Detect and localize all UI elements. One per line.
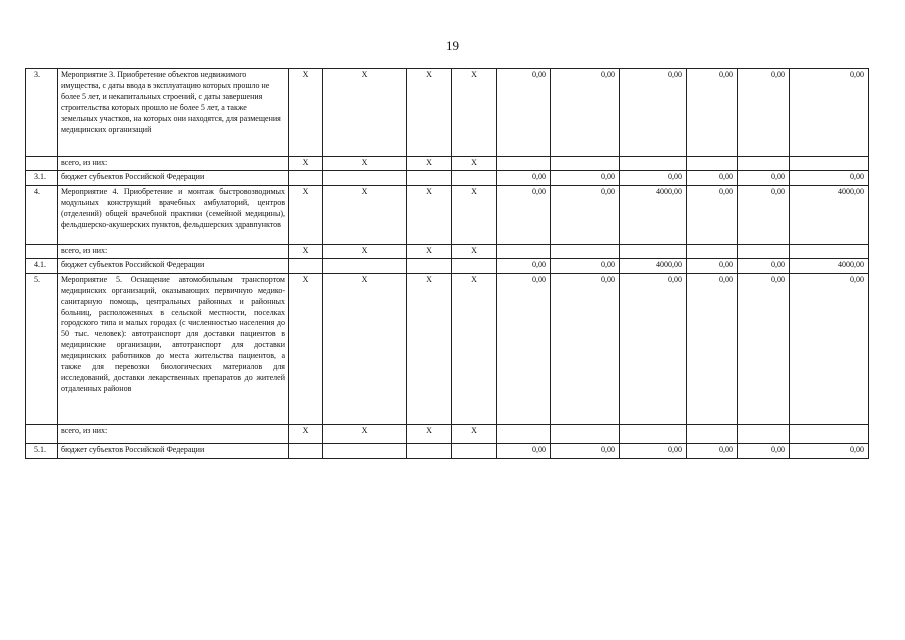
table-row xyxy=(26,424,869,443)
mark-cell: X xyxy=(289,424,323,443)
value-cell xyxy=(620,424,687,443)
value-cell: 0,00 xyxy=(497,185,551,244)
value-cell: 0,00 xyxy=(497,443,551,458)
mark-cell: X xyxy=(452,185,497,244)
mark-cell: X xyxy=(407,244,452,258)
row-description: всего, из них: xyxy=(58,157,289,171)
table-row xyxy=(26,258,869,273)
value-cell: 0,00 xyxy=(738,258,790,273)
mark-cell: X xyxy=(323,185,407,244)
value-cell: 0,00 xyxy=(687,170,738,185)
mark-cell: X xyxy=(407,69,452,157)
value-cell: 0,00 xyxy=(738,443,790,458)
row-description: бюджет субъектов Российской Федерации xyxy=(58,443,289,458)
value-cell xyxy=(551,244,620,258)
value-cell xyxy=(497,424,551,443)
value-cell xyxy=(497,157,551,171)
row-description: Мероприятие 5. Оснащение автомобильным транспортом медицинских организаций, оказывающих первичную медико-санитарную помощь, центральных районных и районных больниц, расположенных в сельской местности, поселках городского типа и малых городах (с численностью населения до 50 тыс. человек): автотранспорт для доставки пациентов в медицинские организации, автотранспорт для доставки медицинских работников до места жительства пациентов, а также для перевозки биологических материалов для исследований, доставки лекарственных препаратов до жителей отдаленных районов xyxy=(58,273,289,424)
mark-cell: X xyxy=(289,273,323,424)
row-number xyxy=(26,157,58,171)
mark-cell xyxy=(289,443,323,458)
value-cell: 0,00 xyxy=(620,69,687,157)
value-cell: 0,00 xyxy=(620,273,687,424)
value-cell: 4000,00 xyxy=(620,185,687,244)
mark-cell: X xyxy=(452,69,497,157)
mark-cell xyxy=(452,443,497,458)
value-cell xyxy=(790,157,869,171)
value-cell: 0,00 xyxy=(551,69,620,157)
mark-cell: X xyxy=(407,157,452,171)
row-number: 4.1. xyxy=(26,258,58,273)
value-cell: 0,00 xyxy=(687,185,738,244)
row-number: 5. xyxy=(26,273,58,424)
row-number: 4. xyxy=(26,185,58,244)
value-cell: 0,00 xyxy=(687,69,738,157)
value-cell xyxy=(551,157,620,171)
mark-cell: X xyxy=(323,69,407,157)
row-number: 5.1. xyxy=(26,443,58,458)
value-cell: 4000,00 xyxy=(620,258,687,273)
mark-cell: X xyxy=(452,273,497,424)
mark-cell: X xyxy=(289,185,323,244)
mark-cell: X xyxy=(452,157,497,171)
table-body xyxy=(26,69,869,459)
table-row xyxy=(26,443,869,458)
value-cell xyxy=(497,244,551,258)
value-cell xyxy=(790,424,869,443)
value-cell xyxy=(620,157,687,171)
mark-cell: X xyxy=(452,424,497,443)
value-cell: 4000,00 xyxy=(790,258,869,273)
value-cell: 0,00 xyxy=(551,170,620,185)
row-description: всего, из них: xyxy=(58,244,289,258)
mark-cell: X xyxy=(407,424,452,443)
row-description: бюджет субъектов Российской Федерации xyxy=(58,258,289,273)
mark-cell: X xyxy=(323,244,407,258)
mark-cell xyxy=(407,443,452,458)
mark-cell xyxy=(407,258,452,273)
row-number xyxy=(26,424,58,443)
value-cell xyxy=(790,244,869,258)
value-cell: 0,00 xyxy=(497,170,551,185)
mark-cell: X xyxy=(289,69,323,157)
value-cell: 0,00 xyxy=(551,258,620,273)
value-cell xyxy=(738,244,790,258)
value-cell xyxy=(687,424,738,443)
table-row xyxy=(26,170,869,185)
value-cell: 0,00 xyxy=(551,443,620,458)
mark-cell: X xyxy=(323,157,407,171)
value-cell: 0,00 xyxy=(687,258,738,273)
value-cell: 0,00 xyxy=(738,273,790,424)
mark-cell xyxy=(323,443,407,458)
row-description: Мероприятие 4. Приобретение и монтаж быстровозводимых модульных конструкций врачебных амбулаторий, центров (отделений) общей врачебной практики (семейной медицины), фельдшерско-акушерских пунктов, фельдшерских здравпунктов xyxy=(58,185,289,244)
value-cell: 0,00 xyxy=(687,273,738,424)
value-cell xyxy=(687,244,738,258)
mark-cell: X xyxy=(407,273,452,424)
table-row xyxy=(26,69,869,157)
mark-cell xyxy=(323,170,407,185)
mark-cell xyxy=(323,258,407,273)
value-cell: 4000,00 xyxy=(790,185,869,244)
table-row xyxy=(26,244,869,258)
value-cell: 0,00 xyxy=(738,69,790,157)
table-row xyxy=(26,273,869,424)
value-cell: 0,00 xyxy=(790,69,869,157)
value-cell: 0,00 xyxy=(738,185,790,244)
value-cell xyxy=(551,424,620,443)
mark-cell: X xyxy=(452,244,497,258)
value-cell: 0,00 xyxy=(497,273,551,424)
mark-cell: X xyxy=(407,185,452,244)
row-description: Мероприятие 3. Приобретение объектов недвижимого имущества, с даты ввода в эксплуатацию которых прошло не более 5 лет, и некапитальных строений, с даты завершения строительства которых прошло не более 5 лет, а также земельных участков, на которых они находятся, для размещения медицинских организаций xyxy=(58,69,289,157)
value-cell: 0,00 xyxy=(620,170,687,185)
mark-cell xyxy=(289,258,323,273)
mark-cell xyxy=(289,170,323,185)
row-description: всего, из них: xyxy=(58,424,289,443)
mark-cell xyxy=(452,258,497,273)
table-row xyxy=(26,185,869,244)
mark-cell: X xyxy=(323,424,407,443)
value-cell xyxy=(738,424,790,443)
value-cell: 0,00 xyxy=(738,170,790,185)
value-cell: 0,00 xyxy=(687,443,738,458)
value-cell: 0,00 xyxy=(497,258,551,273)
value-cell: 0,00 xyxy=(620,443,687,458)
value-cell: 0,00 xyxy=(551,185,620,244)
mark-cell: X xyxy=(289,157,323,171)
mark-cell: X xyxy=(289,244,323,258)
row-number: 3. xyxy=(26,69,58,157)
value-cell: 0,00 xyxy=(790,273,869,424)
value-cell xyxy=(738,157,790,171)
value-cell: 0,00 xyxy=(551,273,620,424)
mark-cell xyxy=(452,170,497,185)
mark-cell xyxy=(407,170,452,185)
value-cell: 0,00 xyxy=(790,170,869,185)
table-row xyxy=(26,157,869,171)
value-cell xyxy=(620,244,687,258)
value-cell xyxy=(687,157,738,171)
row-description: бюджет субъектов Российской Федерации xyxy=(58,170,289,185)
value-cell: 0,00 xyxy=(790,443,869,458)
mark-cell: X xyxy=(323,273,407,424)
row-number xyxy=(26,244,58,258)
value-cell: 0,00 xyxy=(497,69,551,157)
budget-table xyxy=(25,68,869,459)
row-number: 3.1. xyxy=(26,170,58,185)
page-number: 19 xyxy=(446,38,459,53)
